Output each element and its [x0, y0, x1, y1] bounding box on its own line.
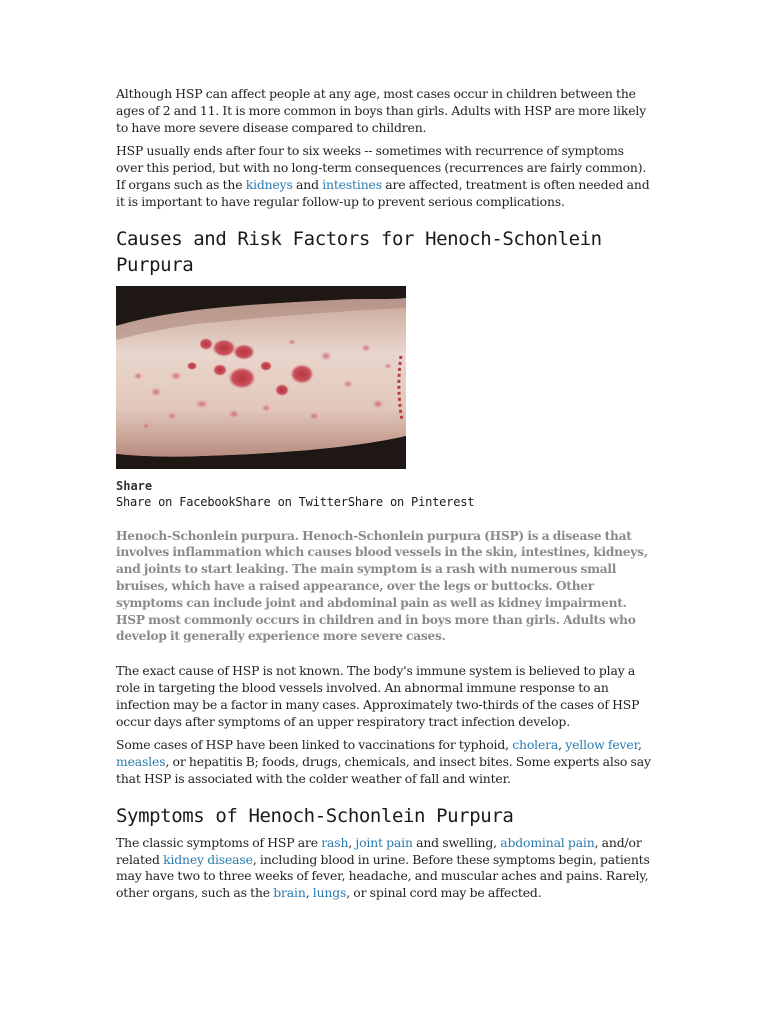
- causes-heading: Causes and Risk Factors for Henoch-Schonlein Purpura: [116, 227, 602, 276]
- share-twitter-link[interactable]: Share on Twitter: [235, 494, 348, 509]
- share-pinterest-link[interactable]: Share on Pinterest: [347, 494, 475, 509]
- cholera-link[interactable]: cholera: [512, 737, 559, 753]
- kidneys-link[interactable]: kidneys: [245, 176, 293, 192]
- yellow-fever-link[interactable]: yellow fever: [565, 737, 638, 753]
- lungs-link[interactable]: lungs: [312, 885, 347, 901]
- intro-paragraph-2: HSP usually ends after four to six weeks -- sometimes with recurrence of symptoms over this period, but with no long-term consequences (recurrences are fairly common). If organs such as the kidneys and intestines are affected, treatment is often needed and it is important to have regular follow-up to prevent serious complications.: [116, 143, 650, 209]
- share-title: Share: [116, 478, 153, 493]
- symptoms-paragraph-1: The classic symptoms of HSP are rash, joint pain and swelling, abdominal pain, and/or related kidney disease, including blood in urine. Before these symptoms begin, patients may have two to three weeks of fever, headache, and muscular aches and pains. Rarely, other organs, such as the brain, lungs, or spinal cord may be affected.: [116, 834, 650, 901]
- article-body: [116, 86, 652, 909]
- share-facebook-link[interactable]: Share on Facebook: [116, 494, 236, 509]
- causes-paragraph-2: Some cases of HSP have been linked to vaccinations for typhoid, cholera, yellow fever, measles, or hepatitis B; foods, drugs, chemicals, and insect bites. Some experts also say that HSP is associated with the colder weather of fall and winter.: [116, 737, 651, 786]
- intro-paragraph-1: Although HSP can affect people at any age, most cases occur in children between the ages of 2 and 11. It is more common in boys than girls. Adults with HSP are more likely to have more severe disease compared to children.: [116, 86, 647, 135]
- intestines-link[interactable]: intestines: [322, 176, 382, 192]
- leg-rash-image: [116, 286, 406, 469]
- causes-paragraph-1: The exact cause of HSP is not known. The body's immune system is believed to play a role in targeting the blood vessels involved. An abnormal immune response to an infection may be a factor in many cases. Approximately two-thirds of the cases of HSP occur days after symptoms of an upper respiratory tract infection develop.: [116, 663, 640, 729]
- share-links: [116, 494, 652, 510]
- hsp-rash-photo: [116, 286, 406, 469]
- image-caption: Henoch-Schonlein purpura. Henoch-Schonlein purpura (HSP) is a disease that involves inflammation which causes blood vessels in the skin, intestines, kidneys, and joints to start leaking. The main symptom is a rash with numerous small bruises, which have a raised appearance, over the legs or buttocks. Other symptoms can include joint and abdominal pain as well as kidney impairment. HSP most commonly occurs in children and in boys more than girls. Adults who develop it generally experience more severe cases.: [116, 528, 648, 644]
- measles-link[interactable]: measles: [116, 754, 166, 770]
- kidney-disease-link[interactable]: kidney disease: [163, 851, 253, 867]
- symptoms-heading: Symptoms of Henoch-Schonlein Purpura: [116, 804, 514, 827]
- brain-link[interactable]: brain: [273, 885, 306, 901]
- abdominal-pain-link[interactable]: abdominal pain: [500, 834, 595, 850]
- rash-link[interactable]: rash: [321, 834, 349, 850]
- joint-pain-link[interactable]: joint pain: [355, 834, 413, 850]
